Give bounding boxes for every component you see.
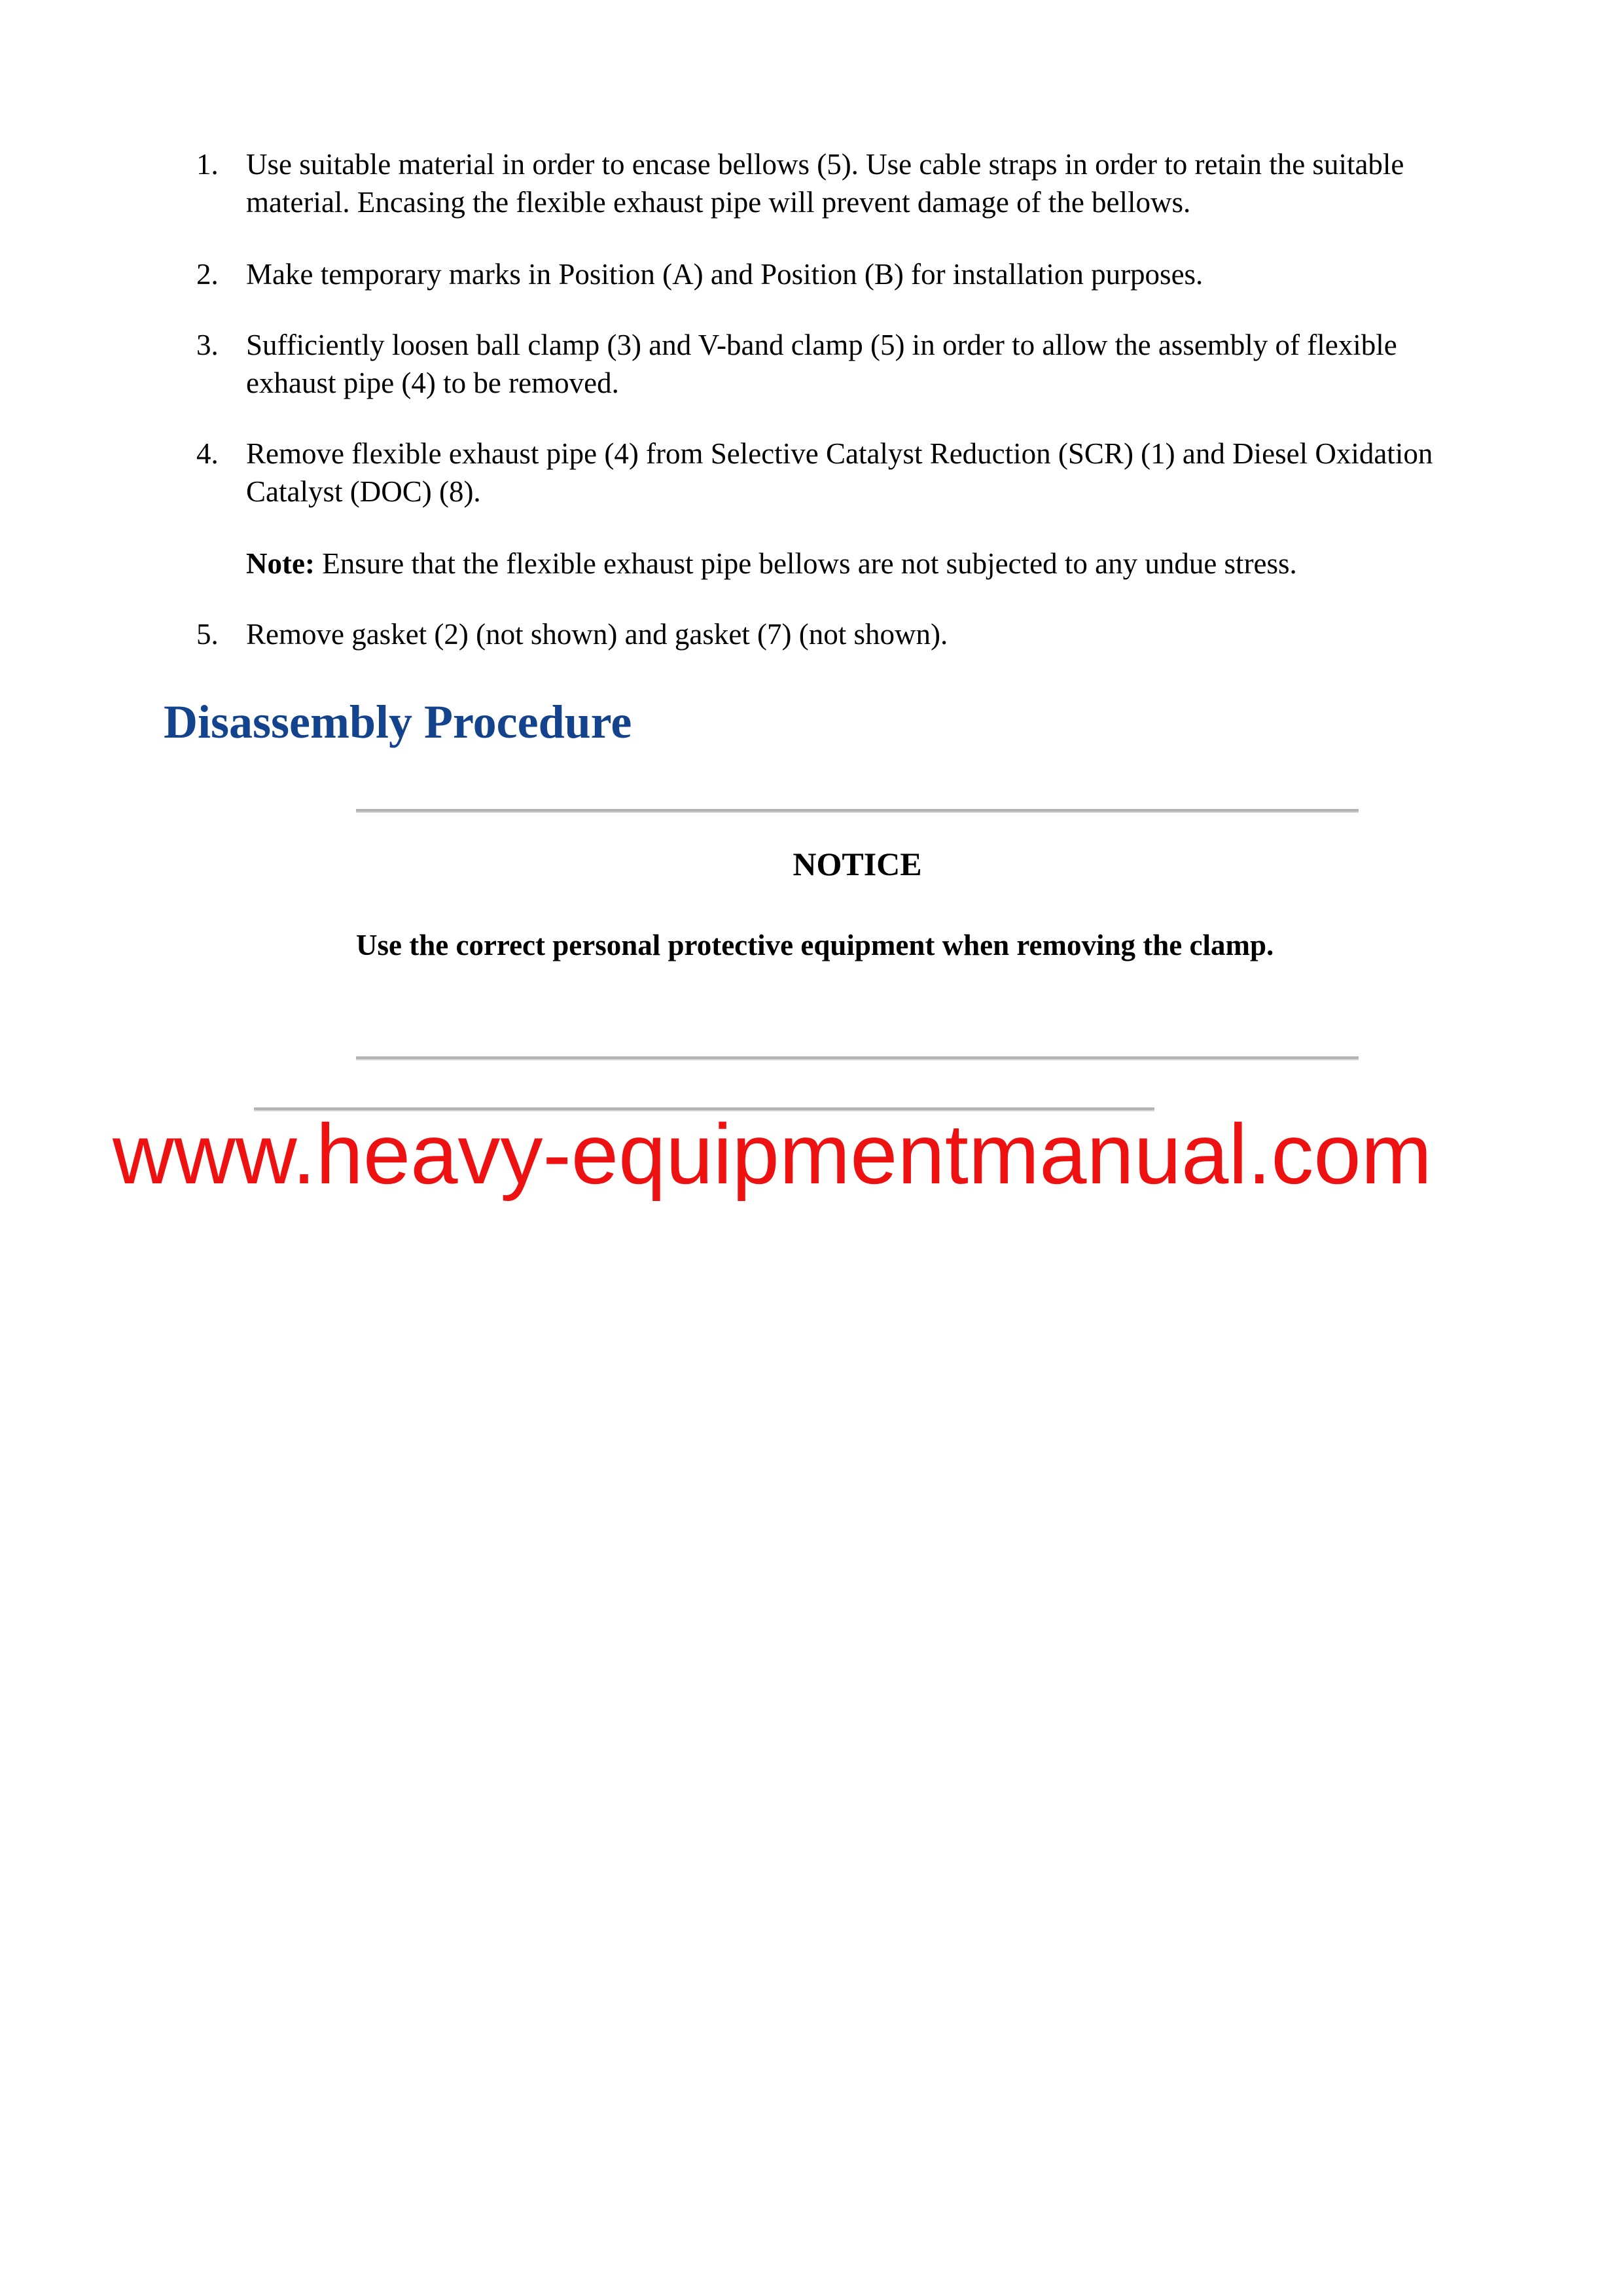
step-number: 4. bbox=[196, 437, 219, 470]
notice-top-rule bbox=[356, 809, 1359, 813]
step-text: Remove flexible exhaust pipe (4) from Selective Catalyst Reduction (SCR) (1) and Diesel Oxidation Catalyst (DOC) (8). bbox=[246, 437, 1433, 508]
step-number: 2. bbox=[196, 258, 219, 291]
step-number: 5. bbox=[196, 618, 219, 651]
step-number: 1. bbox=[196, 148, 219, 181]
step-number: 3. bbox=[196, 329, 219, 361]
watermark-url: www.heavy-equipmentmanual.com bbox=[113, 1106, 1432, 1202]
note-text: Ensure that the flexible exhaust pipe bellows are not subjected to any undue stress. bbox=[322, 547, 1297, 580]
step-text: Make temporary marks in Position (A) and Position (B) for installation purposes. bbox=[246, 258, 1204, 291]
step-text: Sufficiently loosen ball clamp (3) and V-band clamp (5) in order to allow the assembly of flexible exhaust pipe (4) to be removed. bbox=[246, 329, 1397, 399]
notice-body: Use the correct personal protective equipment when removing the clamp. bbox=[356, 929, 1274, 961]
section-heading: Disassembly Procedure bbox=[164, 696, 632, 748]
notice-bottom-rule bbox=[356, 1056, 1359, 1060]
note-label: Note: bbox=[246, 547, 315, 580]
step-note bbox=[246, 545, 1489, 583]
step-text: Use suitable material in order to encase bellows (5). Use cable straps in order to retain the suitable material. Encasing the flexible exhaust pipe will prevent damage of the bellows. bbox=[246, 148, 1404, 219]
notice-title: NOTICE bbox=[793, 846, 922, 882]
step-text: Remove gasket (2) (not shown) and gasket (7) (not shown). bbox=[246, 618, 948, 651]
